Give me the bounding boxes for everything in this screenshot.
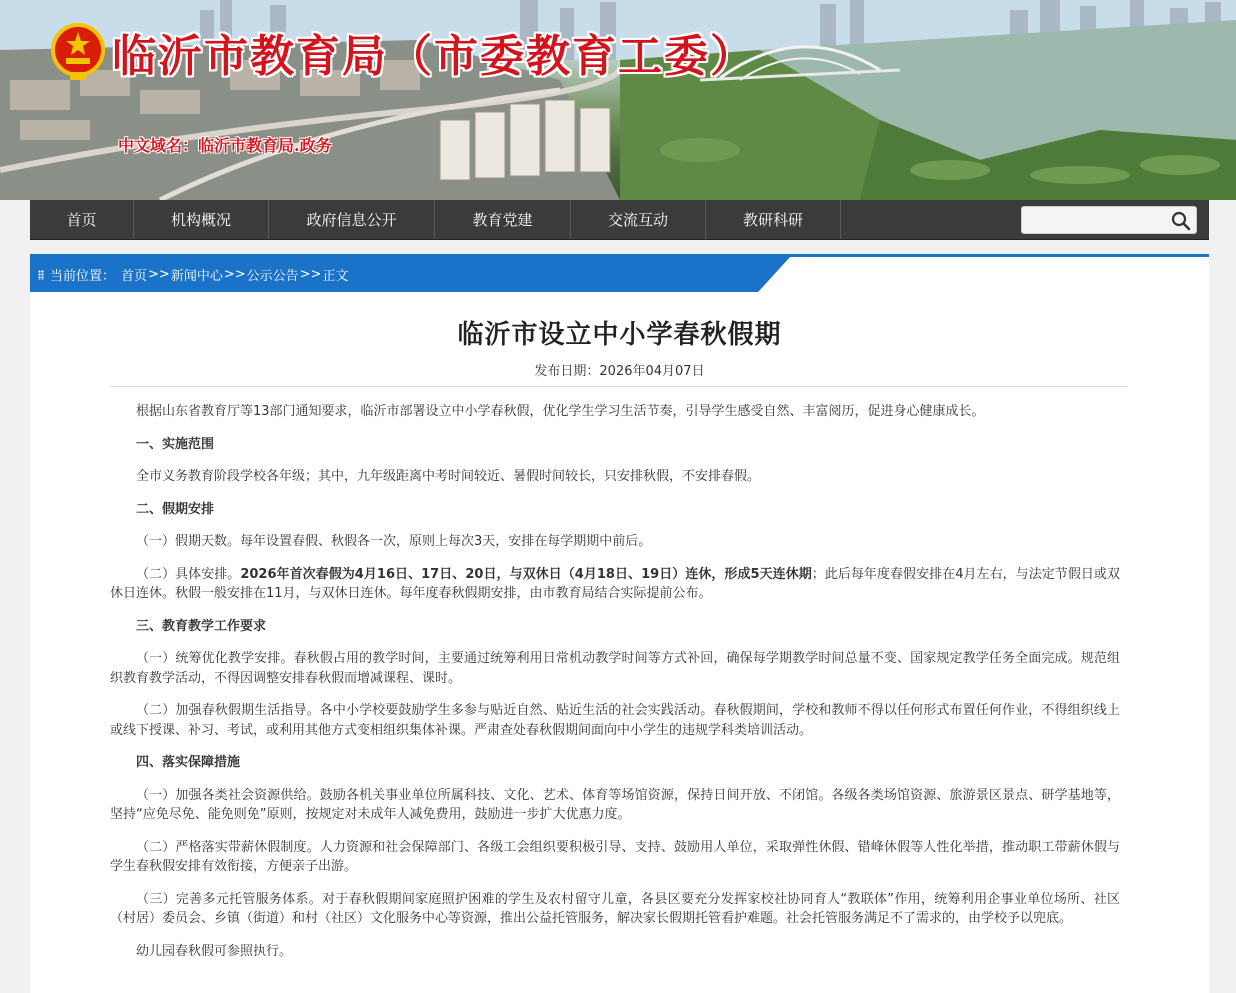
article-paragraph: 根据山东省教育厅等13部门通知要求，临沂市部署设立中小学春秋假，优化学生学习生活节奏，引导学生感受自然、丰富阅历，促进身心健康成长。 [136, 404, 985, 419]
title-divider [110, 386, 1128, 387]
breadcrumb-separator: >> [299, 267, 322, 282]
header-banner [0, 0, 1236, 200]
breadcrumb-prefix: 当前位置： [50, 269, 116, 284]
nav-item-home[interactable]: 首页 [30, 200, 134, 239]
section-heading: 三、教育教学工作要求 [136, 618, 267, 634]
search-icon[interactable] [1170, 210, 1192, 232]
breadcrumb-bar [30, 254, 1209, 292]
main-nav [30, 200, 1209, 240]
article-paragraph: （一）统筹优化教学安排。春秋假占用的教学时间，主要通过统筹利用日常机动教学时间等方式补回，确保每学期教学时间总量不变、国家规定教学任务全面完成。规范组织教育教学活动，不得因调整安排春秋假而增减课程、课时。 [110, 651, 1120, 686]
article-paragraph: （二）严格落实带薪休假制度。人力资源和社会保障部门、各级工会组织要积极引导、支持、鼓励用人单位，采取弹性休假、错峰休假等人性化举措，推动职工带薪休假与学生春秋假安排有效衔接，方便亲子出游。 [110, 839, 1120, 874]
article-paragraph: 幼儿园春秋假可参照执行。 [136, 943, 293, 959]
article-body [110, 402, 1120, 974]
article-paragraph: （二）加强春秋假期生活指导。各中小学校要鼓励学生多参与贴近自然、贴近生活的社会实践活动。春秋假期间，学校和教师不得以任何形式布置任何作业，不得组织线上或线下授课、补习、考试，或利用其他方式变相组织集体补课。严肃查处春秋假期间面向中小学生的违规学科类培训活动。 [110, 703, 1120, 738]
article-paragraph: 全市义务教育阶段学校各年级；其中，九年级距离中考时间较近、暑假时间较长，只安排秋假，不安排春假。 [136, 469, 761, 484]
nav-item-interaction[interactable]: 交流互动 [571, 200, 706, 239]
section-heading: 二、假期安排 [136, 501, 215, 517]
highlighted-text: 2026年首次春假为4月16日、17日、20日，与双休日（4月18日、19日）连休，形成5天连休期 [240, 566, 812, 582]
paragraph-rest: ；此后每年度春假安排在4月左右，与法定节假日或双休日连休。秋假一般安排在11月，与双休日连休。每年度春秋假期安排，由市教育局结合实际提前公布。 [110, 566, 1120, 601]
breadcrumb-separator: >> [223, 267, 246, 282]
site-title: 临沂市教育局（市委教育工委） [112, 31, 756, 82]
article-paragraph: （一）加强各类社会资源供给。鼓励各机关事业单位所属科技、文化、艺术、体育等场馆资源，保持日间开放、不闭馆。各级各类场馆资源、旅游景区景点、研学基地等，坚持“应免尽免、能免则免”原则，按规定对未成年人减免费用，鼓励进一步扩大优惠力度。 [110, 787, 1120, 822]
article-panel [30, 292, 1209, 993]
article-paragraph [110, 565, 1120, 604]
nav-item-gov-info[interactable]: 政府信息公开 [269, 200, 435, 239]
nav-item-party-building[interactable]: 教育党建 [435, 200, 571, 239]
section-heading: 四、落实保障措施 [136, 755, 241, 770]
article-title: 临沂市设立中小学春秋假期 [457, 320, 782, 350]
article-paragraph: （一）假期天数。每年设置春假、秋假各一次，原则上每次3天，安排在每学期期中前后。 [136, 534, 652, 549]
breadcrumb-news-center[interactable]: 新闻中心 [170, 269, 223, 284]
national-emblem-icon [50, 22, 106, 82]
paragraph-lead: （二）具体安排。 [136, 566, 241, 582]
breadcrumb-home[interactable]: 首页 [121, 269, 148, 284]
nav-item-organization[interactable]: 机构概况 [134, 200, 269, 239]
search-box [1021, 206, 1197, 234]
article-paragraph: （三）完善多元托管服务体系。对于春秋假期间家庭照护困难的学生及农村留守儿童，各县区要充分发挥家校社协同育人“教联体”作用，统筹利用企事业单位场所、社区（村居）委员会、乡镇（街道）和村（社区）文化服务中心等资源，推出公益托管服务，解决家长假期托管看护难题。社会托管服务满足不了需求的，由学校予以兜底。 [110, 891, 1120, 926]
breadcrumb [38, 257, 348, 292]
nav-item-research[interactable]: 教研科研 [706, 200, 841, 239]
breadcrumb-current: 正文 [322, 269, 349, 284]
publish-date: 发布日期：2026年04月07日 [534, 364, 705, 379]
section-heading: 一、实施范围 [136, 436, 215, 452]
dots-icon [38, 270, 44, 280]
breadcrumb-announcements[interactable]: 公示公告 [246, 269, 299, 284]
breadcrumb-separator: >> [148, 267, 170, 282]
chinese-domain-label: 中文域名：临沂市教育局.政务 [118, 136, 332, 155]
search-input[interactable] [1026, 210, 1166, 230]
